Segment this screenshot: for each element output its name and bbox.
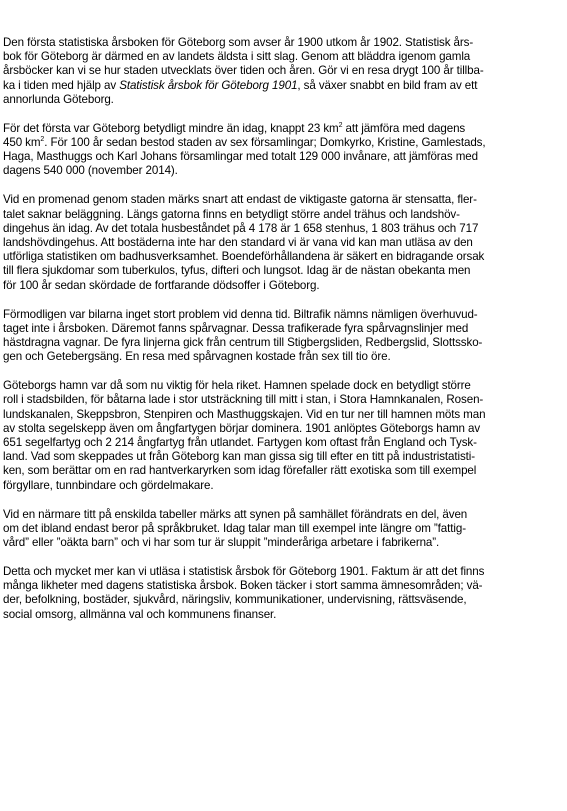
text-line bbox=[3, 136, 561, 150]
text-segment: att jämföra med dagens bbox=[342, 121, 466, 135]
document-body bbox=[3, 36, 561, 637]
text-line: hästdragna vagnar. De fyra linjerna gick från centrum till Stigbergsliden, Redbergslid, Slottssko- bbox=[3, 336, 483, 350]
paragraph bbox=[3, 193, 561, 292]
text-line: ken, som berättar om en rad hantverkaryrken som idag förefaller rätt exotiska som till exempel bbox=[3, 464, 477, 478]
text-line: vård” eller ”oäkta barn” och vi har som tur är sluppit ”minderåriga arbetare i fabrikerna”. bbox=[3, 536, 440, 550]
paragraph bbox=[3, 508, 561, 551]
paragraph bbox=[3, 36, 561, 107]
text-line: lundskanalen, Skeppsbron, Stenpiren och Masthuggskajen. Vid en tur ner till hamnen möts man bbox=[3, 407, 486, 421]
text-line: land. Vad som skeppades ut från Göteborg kan man gissa sig till efter en titt på industristatisti- bbox=[3, 450, 476, 464]
superscript: 2 bbox=[40, 136, 45, 144]
text-line: om det ibland endast beror på språkbruket. Idag talar man till exempel inte längre om ”fattig- bbox=[3, 521, 466, 535]
book-title: Statistisk årsbok för Göteborg 1901 bbox=[119, 78, 298, 92]
text-line: dagens 540 000 (november 2014). bbox=[3, 164, 178, 178]
text-segment: , så växer snabbt en bild fram av ett bbox=[297, 78, 478, 92]
text-line: Förmodligen var bilarna inget stort problem vid denna tid. Biltrafik nämns nämligen överhuvud- bbox=[3, 307, 478, 321]
text-line: 651 segelfartyg och 2 214 ångfartyg från utlandet. Fartygen kom oftast från England och Tysk- bbox=[3, 436, 477, 450]
paragraph bbox=[3, 122, 561, 179]
text-line: Vid en promenad genom staden märks snart att endast de viktigaste gatorna är stensatta, fler- bbox=[3, 193, 477, 207]
paragraph bbox=[3, 565, 561, 622]
text-segment: ka i tiden med hjälp av bbox=[3, 78, 120, 92]
text-line: Detta och mycket mer kan vi utläsa i statistisk årsbok för Göteborg 1901. Faktum är att det finns bbox=[3, 565, 485, 579]
text-line: många likheter med dagens statistiska årsbok. Boken täcker i stort samma ämnesområden; vä- bbox=[3, 579, 483, 593]
text-line: Vid en närmare titt på enskilda tabeller märks att synen på samhället förändrats en del, även bbox=[3, 507, 468, 521]
text-line: utförliga statistiken om badhusverksamhet. Boendeförhållandena är säkert en bidragande orsak bbox=[3, 250, 485, 264]
text-line: roll i stadsbilden, för båtarna lade i stor utsträckning till mitt i stan, i Stora Hamnkanalen, Rosen- bbox=[3, 393, 484, 407]
text-line bbox=[3, 122, 561, 136]
text-line: bok för Göteborg är därmed en av landets äldsta i sitt slag. Genom att bläddra igenom gamla bbox=[3, 50, 471, 64]
text-line: förgyllare, tunnbindare och gördelmakare. bbox=[3, 478, 214, 492]
text-line: social omsorg, allmänna val och kommunens finanser. bbox=[3, 607, 277, 621]
text-line: landshövdingehus. Att bostäderna inte har den standard vi är vana vid kan man utläsa av den bbox=[3, 236, 473, 250]
superscript: 2 bbox=[338, 121, 343, 129]
text-line: der, befolkning, bostäder, sjukvård, näringsliv, kommunikationer, undervisning, rättsväsende, bbox=[3, 593, 467, 607]
text-line: till flera sjukdomar som tuberkulos, tyfus, difteri och lungsot. Idag är de nästan obekanta men bbox=[3, 264, 471, 278]
text-line: för 100 år sedan skördade de fortfarande dödsoffer i Göteborg. bbox=[3, 278, 320, 292]
text-line: Göteborgs hamn var då som nu viktig för hela riket. Hamnen spelade dock en betydligt större bbox=[3, 379, 471, 393]
paragraph bbox=[3, 379, 561, 493]
text-segment: För det första var Göteborg betydligt mindre än idag, knappt 23 km bbox=[3, 121, 339, 135]
text-line: talet saknar beläggning. Längs gatorna finns en betydligt större andel trähus och landshöv- bbox=[3, 207, 460, 221]
paragraph bbox=[3, 308, 561, 365]
text-line: dingehus än idag. Av det totala husbeståndet på 4 178 är 1 658 stenhus, 1 803 trähus och 717 bbox=[3, 221, 479, 235]
text-line: gen och Getebergsäng. En resa med spårvagnen kostade från sex till tio öre. bbox=[3, 350, 391, 364]
text-line: Den första statistiska årsboken för Göteborg som avser år 1900 utkom år 1902. Statistisk års- bbox=[3, 36, 474, 49]
text-line: taget inte i årsboken. Däremot fanns spårvagnar. Dessa trafikerade fyra spårvagnslinjer med bbox=[3, 321, 469, 335]
text-segment: . För 100 år sedan bestod staden av sex församlingar; Domkyrko, Kristine, Gamlestads, bbox=[44, 136, 486, 150]
text-line bbox=[3, 79, 561, 93]
text-line: av stolta segelskepp även om ångfartygen börjar dominera. 1901 anlöptes Göteborgs hamn av bbox=[3, 421, 481, 435]
text-line: Haga, Masthuggs och Karl Johans församlingar med totalt 129 000 invånare, att jämföras med bbox=[3, 150, 478, 164]
text-line: årsböcker kan vi se hur staden utvecklats över tiden och åren. Gör vi en resa drygt 100 år tillba- bbox=[3, 64, 484, 78]
text-segment: 450 km bbox=[3, 136, 41, 150]
text-line: annorlunda Göteborg. bbox=[3, 92, 114, 106]
